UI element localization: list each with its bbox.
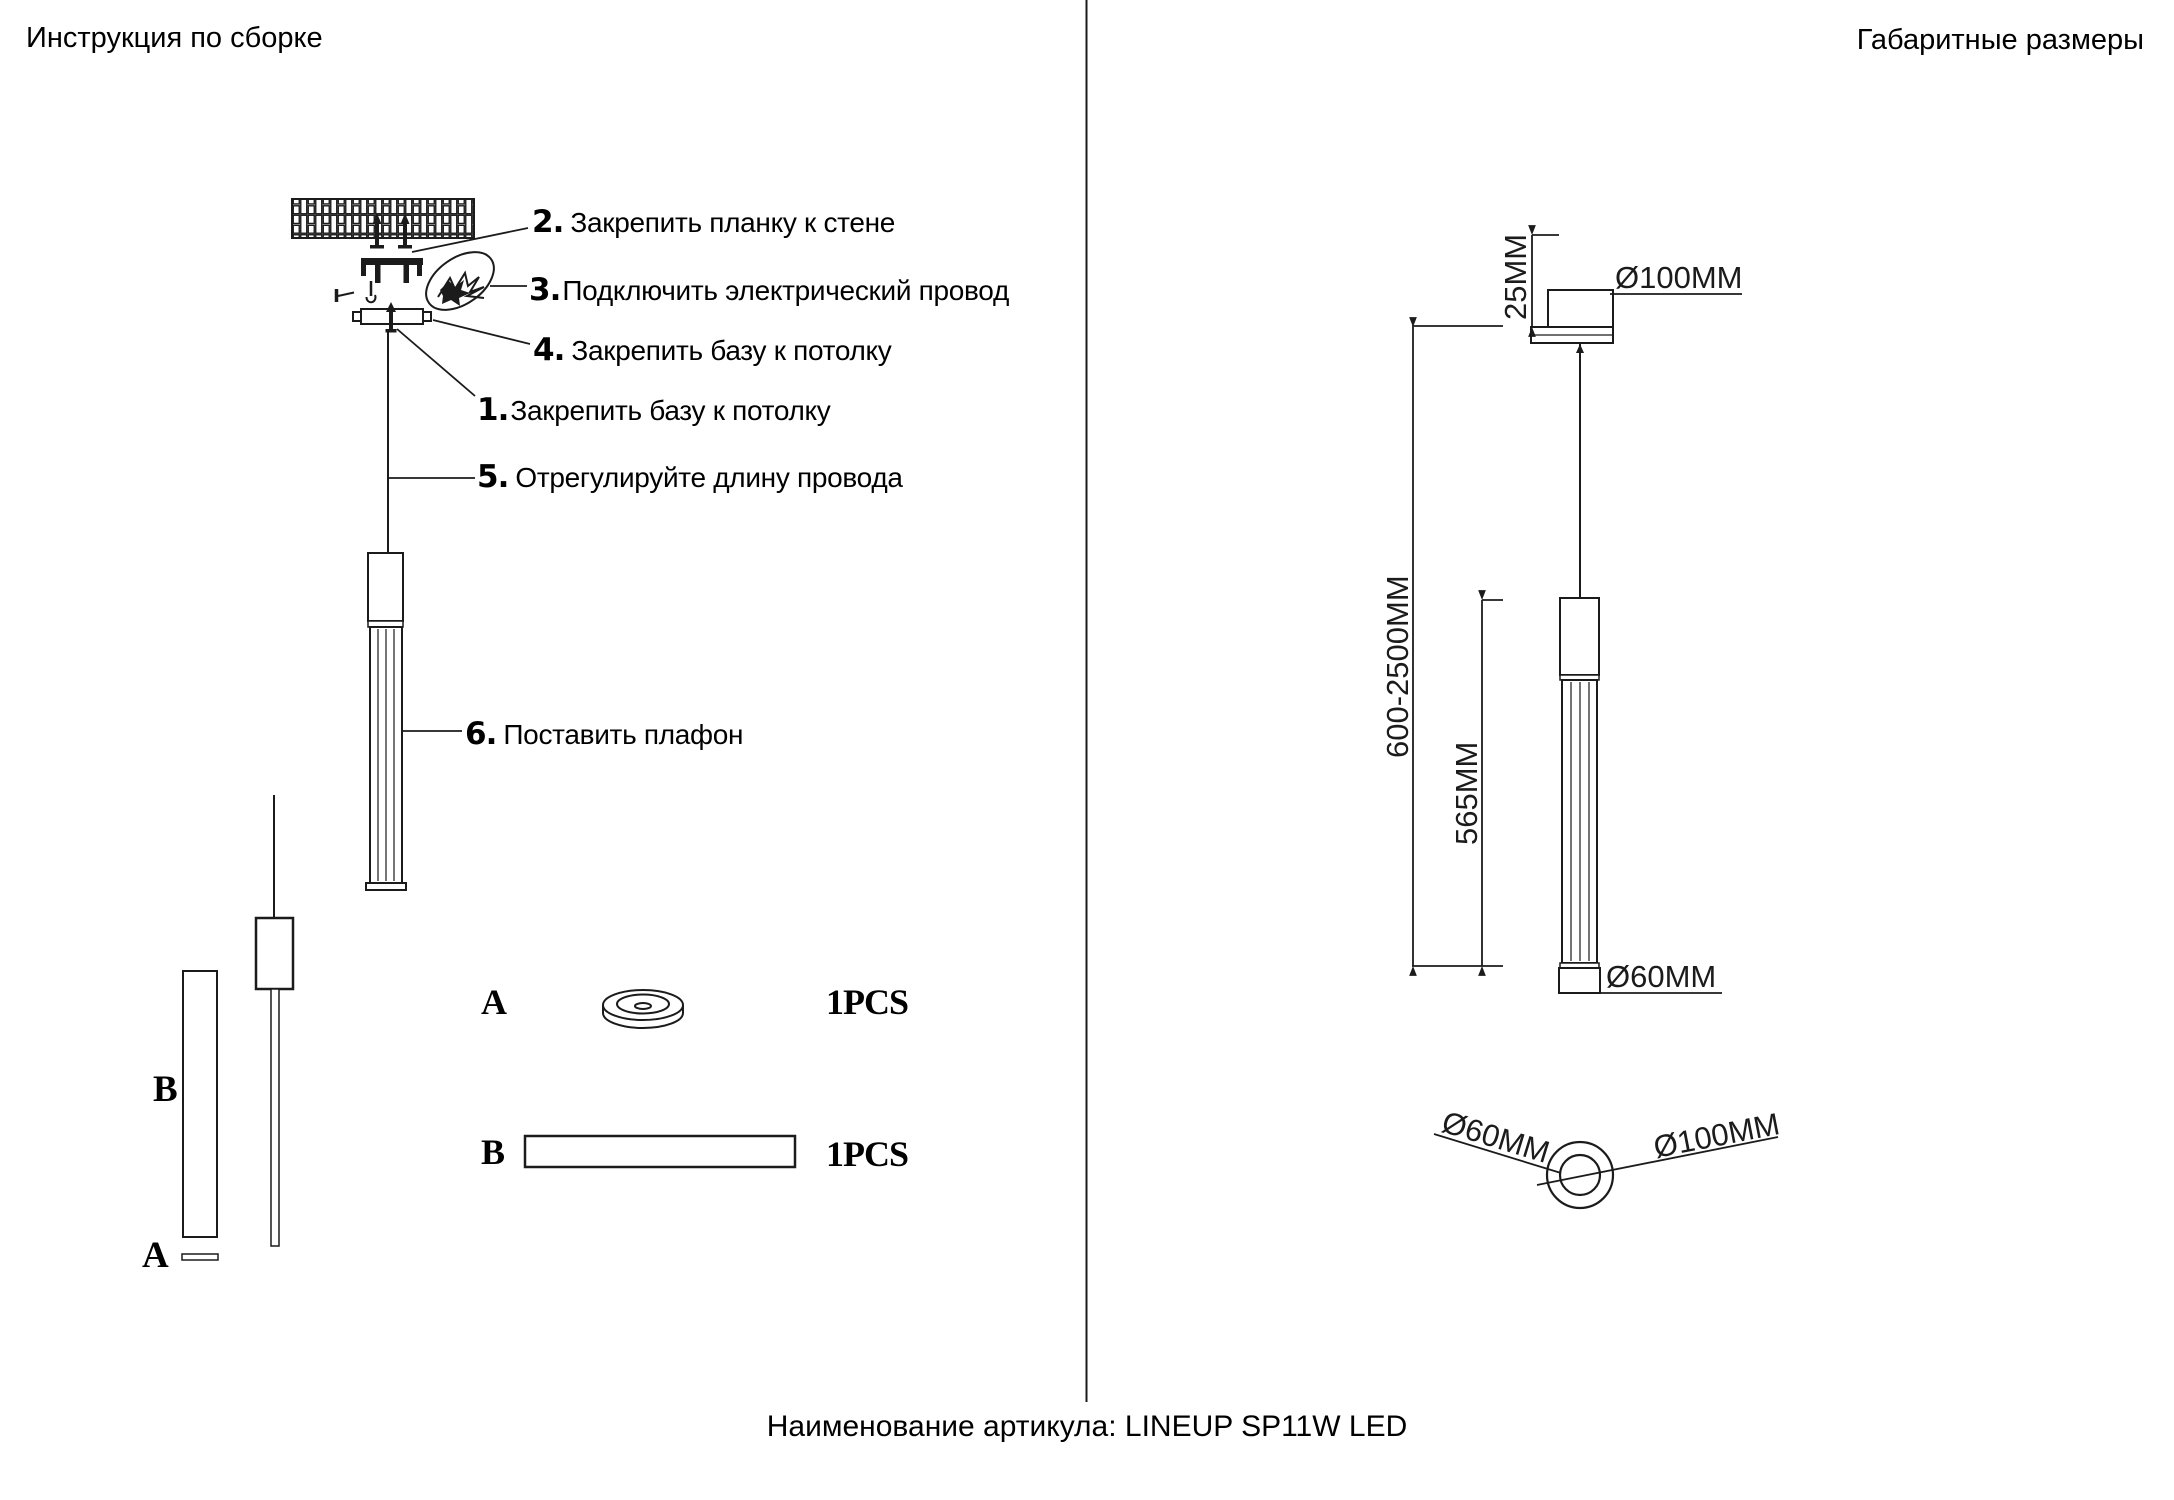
dia-bottom-outer-label: Ø100MM	[1650, 1106, 1783, 1165]
parts-list-label-b: B	[481, 1132, 506, 1172]
step-number: 6.	[465, 716, 497, 752]
step-number: 5.	[477, 459, 509, 495]
step-label-3	[529, 272, 1009, 308]
dim-shade-length-label: 565MM	[1449, 741, 1484, 845]
step-text: Подключить электрический провод	[562, 275, 1010, 306]
leader-step-1	[397, 329, 475, 396]
bottom-view-outer-circle	[1547, 1142, 1613, 1208]
article-caption: Наименование артикула: LINEUP SP11W LED	[766, 1410, 1408, 1443]
dia-canopy-label: Ø100MM	[1615, 260, 1743, 295]
step-text: Закрепить планку к стене	[570, 207, 896, 238]
cord-arrow	[1576, 344, 1584, 353]
dim-shade-length	[1482, 600, 1503, 966]
wall-hatch	[292, 199, 474, 238]
step-number: 3.	[529, 272, 561, 308]
step-text: Поставить плафон	[503, 719, 744, 750]
mounting-bracket	[361, 258, 423, 283]
pendant-lamp	[366, 553, 406, 890]
parts-list-qty-a: 1PCS	[826, 982, 909, 1022]
ceiling-base	[353, 302, 431, 333]
component-marker-b: B	[153, 1069, 178, 1110]
loose-screws	[337, 281, 376, 302]
left-panel-title: Инструкция по сборке	[26, 22, 323, 54]
bottom-view-inner-circle	[1560, 1155, 1600, 1195]
dim-canopy-height-label: 25MM	[1498, 233, 1533, 320]
step-label-6	[465, 716, 743, 752]
part-a-ring	[603, 990, 683, 1028]
pendant-mini	[256, 795, 293, 1246]
step-number: 4.	[533, 332, 565, 368]
right-panel-title: Габаритные размеры	[1856, 24, 2144, 56]
step-number: 2.	[532, 204, 564, 240]
dia-shade-label: Ø60MM	[1606, 959, 1717, 994]
canopy-side	[1531, 290, 1613, 343]
wires-ellipse	[416, 240, 505, 321]
step-label-1	[477, 392, 831, 428]
step-label-5	[477, 459, 903, 495]
step-text: Закрепить базу к потолку	[510, 395, 831, 426]
leader-step-4	[433, 320, 530, 344]
parts-list-label-a: A	[481, 982, 507, 1022]
part-a-drawing	[182, 1254, 218, 1260]
step-label-2	[532, 204, 895, 240]
step-label-4	[533, 332, 892, 368]
dia-bottom-inner-label: Ø60MM	[1437, 1104, 1554, 1170]
part-b-bar	[525, 1136, 795, 1167]
pendant-side	[1559, 598, 1600, 993]
component-marker-a: A	[142, 1235, 169, 1276]
step-text: Закрепить базу к потолку	[571, 335, 892, 366]
part-b-drawing	[183, 971, 217, 1237]
dimensions-diagram	[1380, 234, 1782, 1208]
parts-list-qty-b: 1PCS	[826, 1134, 909, 1174]
dim-cord-range-label: 600-2500MM	[1380, 575, 1415, 758]
dim-cord-range	[1412, 326, 1503, 966]
step-number: 1.	[477, 392, 509, 428]
step-text: Отрегулируйте длину провода	[515, 462, 903, 493]
